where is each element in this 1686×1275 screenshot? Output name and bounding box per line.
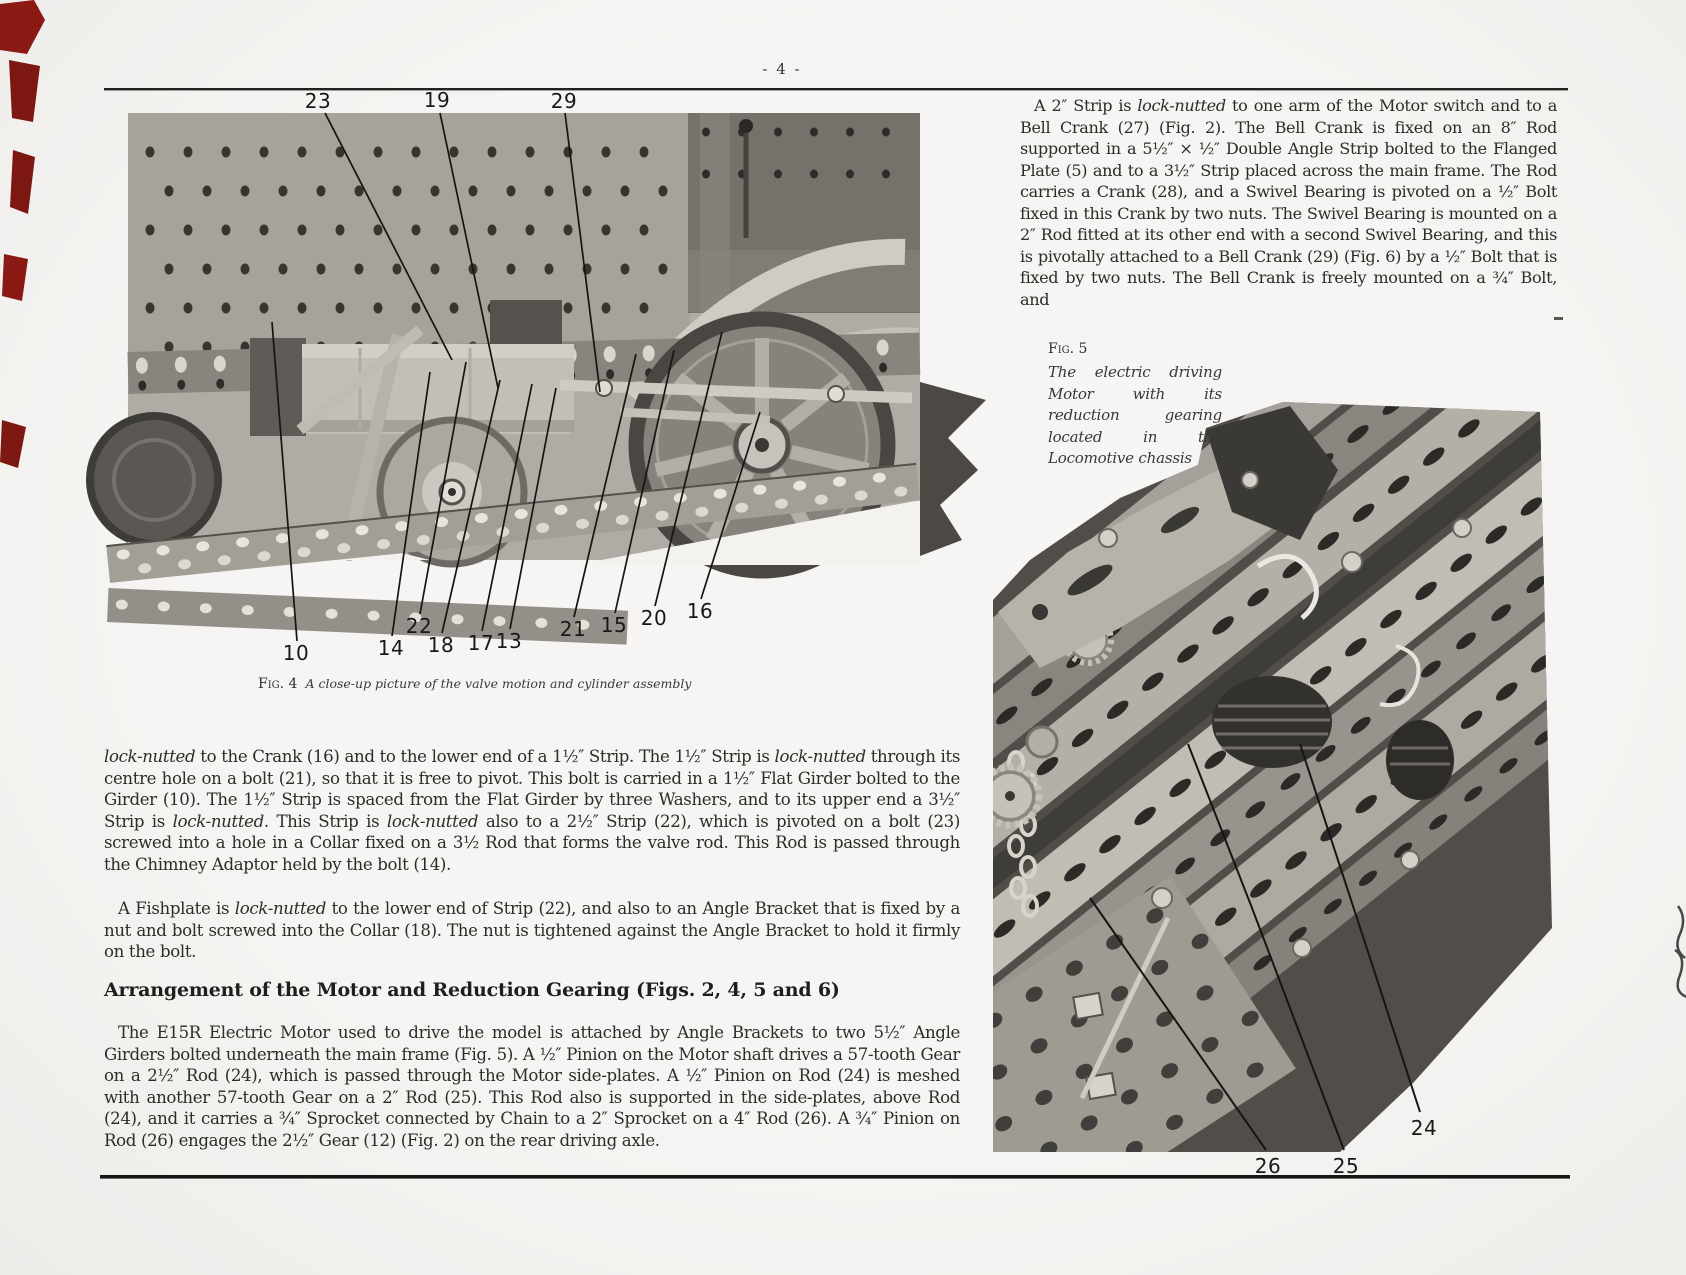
fig4-photo xyxy=(90,113,986,645)
top-rule xyxy=(104,88,1568,90)
fig4-caption: Fig. 4 A close-up picture of the valve motion and cylinder assembly xyxy=(258,676,692,692)
callout-20: 20 xyxy=(640,606,668,630)
callout-17: 17 xyxy=(467,631,495,655)
left-edge-binding-marks xyxy=(0,0,45,468)
callout-29: 29 xyxy=(550,89,578,113)
callout-24: 24 xyxy=(1410,1116,1438,1140)
callout-13: 13 xyxy=(495,629,523,653)
right-edge-marks xyxy=(1675,906,1686,997)
callout-21: 21 xyxy=(559,617,587,641)
callout-14: 14 xyxy=(377,636,405,660)
bottom-rule xyxy=(100,1175,1570,1179)
paragraph-fishplate: A Fishplate is lock-nutted to the lower end of Strip (22), and also to an Angle Bracket that is fixed by a nut and bolt screwed into the Collar (18). The nut is tightened against the Angle Bracket to hold it firmly on the bolt. xyxy=(104,899,960,962)
callout-19: 19 xyxy=(423,88,451,112)
callout-10: 10 xyxy=(282,641,310,665)
callout-25: 25 xyxy=(1332,1154,1360,1178)
callout-26: 26 xyxy=(1254,1154,1282,1178)
section-heading: Arrangement of the Motor and Reduction Gearing (Figs. 2, 4, 5 and 6) xyxy=(104,979,840,1001)
paragraph-valve-rod: lock-nutted to the Crank (16) and to the lower end of a 1½″ Strip. The 1½″ Strip is lock-nutted through its centre hole on a bolt (21), so that it is free to pivot. This bolt is carried in a 1½″ Flat Girder bolted to the Girder (10). The 1½″ Strip is spaced from the Flat Girder by three Washers, and to its upper end a 3½″ Strip is lock-nutted. This Strip is lock-nutted also to a 2½″ Strip (22), which is pivoted on a bolt (23) screwed into a hole in a Collar fixed on a 3½ Rod that forms the valve rod. This Rod is passed through the Chimney Adaptor held by the bolt (14). xyxy=(104,747,961,874)
paragraph-motor-gearing: The E15R Electric Motor used to drive the model is attached by Angle Brackets to two 5½″ Angle Girders bolted underneath the main frame (Fig. 5). A ½″ Pinion on the Motor shaft drives a 57-tooth Gear on a 2½″ Rod (24), which is passed through the Motor side-plates. A ½″ Pinion on Rod (24) is meshed with another 57-tooth Gear on a 2″ Rod (25). This Rod also is supported in the side-plates, above Rod (24), and it carries a ¾″ Sprocket connected by Chain to a 2″ Sprocket on a 4″ Rod (26). A ¾″ Pinion on Rod (26) engages the 2½″ Gear (12) (Fig. 2) on the rear driving axle. xyxy=(104,1023,960,1150)
callout-15: 15 xyxy=(600,613,628,637)
callout-16: 16 xyxy=(686,599,714,623)
right-column-paragraph: A 2″ Strip is lock-nutted to one arm of the Motor switch and to a Bell Crank (27) (Fig. 2). The Bell Crank is fixed on an 8″ Rod supported in a 5½″ × ½″ Double Angle Strip bolted to the Flanged Plate (5) and to a 3½″ Strip placed across the main frame. The Rod carries a Crank (28), and a Swivel Bearing is pivoted on a ½″ Bolt fixed in this Crank by two nuts. The Swivel Bearing is mounted on a 2″ Rod fitted at its other end with a second Swivel Bearing, and this is pivotally attached to a Bell Crank (29) (Fig. 6) by a ½″ Bolt that is fixed by two nuts. The Bell Crank is freely mounted on a ¾″ Bolt, and xyxy=(1020,96,1557,309)
stray-mark xyxy=(1554,317,1563,320)
page-number: - 4 - xyxy=(762,60,802,78)
callout-18: 18 xyxy=(427,633,455,657)
callout-22: 22 xyxy=(405,614,433,638)
fig5-label: Fig. 5 xyxy=(1048,341,1088,357)
fig5-caption: The electric driving Motor with its reduction gearing located in the Locomotive chassis xyxy=(1048,363,1222,467)
callout-23: 23 xyxy=(304,89,332,113)
